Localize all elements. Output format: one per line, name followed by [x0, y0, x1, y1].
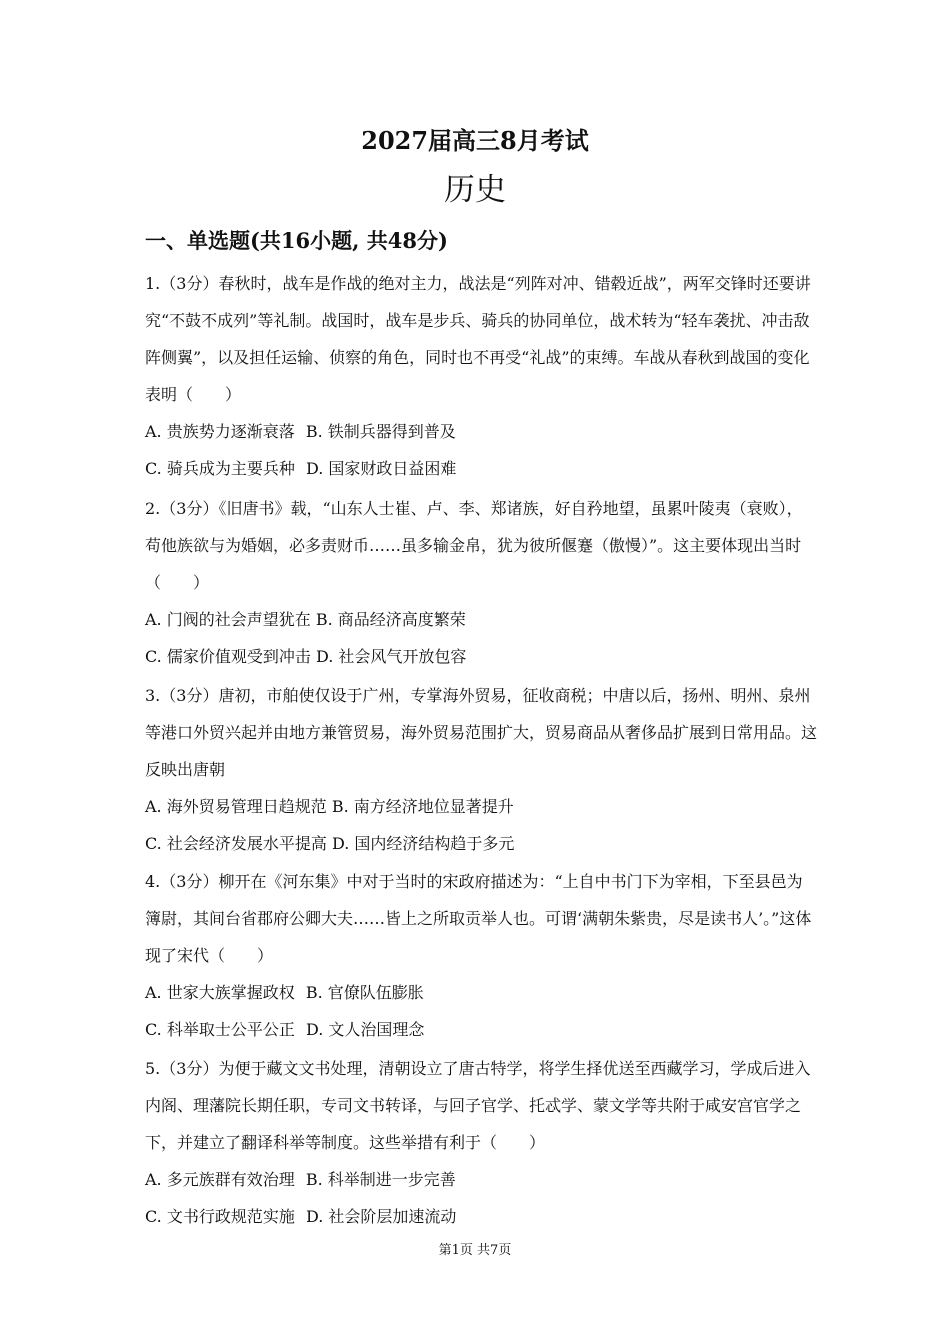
option-a: A. 门阀的社会声望犹在	[145, 610, 311, 629]
option-b: B. 铁制兵器得到普及	[305, 422, 456, 441]
option-row	[145, 413, 817, 450]
option-c: C. 文书行政规范实施	[145, 1207, 295, 1226]
option-d: D. 文人治国理念	[305, 1020, 425, 1039]
option-d: D. 社会风气开放包容	[315, 647, 467, 666]
option-d: D. 社会阶层加速流动	[305, 1207, 457, 1226]
option-row	[145, 974, 817, 1011]
option-b: B. 南方经济地位显著提升	[331, 797, 514, 816]
option-a: A. 世家大族掌握政权	[145, 983, 295, 1002]
option-row	[145, 1198, 817, 1235]
option-c: C. 社会经济发展水平提高	[145, 834, 327, 853]
option-b: B. 商品经济高度繁荣	[315, 610, 466, 629]
question-4	[145, 863, 817, 1048]
page-footer: 第1页 共7页	[438, 1243, 512, 1258]
subject-title: 历史	[444, 172, 506, 208]
question-stem: 1.（3分）春秋时，战车是作战的绝对主力，战法是“列阵对冲、错毂近战”，两军交锋时还要讲究“不鼓不成列”等礼制。战国时，战车是步兵、骑兵的协同单位，战术转为“轻车袭扰、冲击敌阵侧翼”，以及担任运输、侦察的角色，同时也不再受“礼战”的束缚。车战从春秋到战国的变化表明（ ）	[145, 274, 811, 404]
option-c: C. 骑兵成为主要兵种	[145, 459, 295, 478]
option-row	[145, 638, 817, 675]
option-a: A. 多元族群有效治理	[145, 1170, 295, 1189]
option-b: B. 科举制进一步完善	[305, 1170, 456, 1189]
option-row	[145, 788, 817, 825]
option-row	[145, 825, 817, 862]
question-1	[145, 265, 817, 487]
section-heading: 一、单选题(共16小题, 共48分)	[145, 228, 448, 253]
option-c: C. 儒家价值观受到冲击	[145, 647, 311, 666]
option-b: B. 官僚队伍膨胀	[305, 983, 424, 1002]
exam-title: 2027届高三8月考试	[361, 126, 589, 155]
option-row	[145, 601, 817, 638]
option-row	[145, 450, 817, 487]
question-stem: 2.（3分）《旧唐书》载，“山东人士崔、卢、李、郑诸族，好自矜地望，虽累叶陵夷（衰败），苟他族欲与为婚姻，必多责财币……虽多输金帛，犹为彼所偃蹇（傲慢）”。这主要体现出当时（ ）	[145, 499, 803, 592]
question-5	[145, 1050, 817, 1235]
question-stem: 5.（3分）为便于藏文文书处理，清朝设立了唐古特学，将学生择优送至西藏学习，学成后进入内阁、理藩院长期任职，专司文书转译，与回子官学、托忒学、蒙文学等共附于咸安宫官学之下，并建立了翻译科举等制度。这些举措有利于（ ）	[145, 1059, 811, 1152]
question-stem: 4.（3分）柳开在《河东集》中对于当时的宋政府描述为：“上自中书门下为宰相，下至县邑为簿尉，其间台省郡府公卿大夫……皆上之所取贡举人也。可谓‘满朝朱紫贵，尽是读书人’。”这体现了宋代（ ）	[145, 872, 812, 965]
option-a: A. 海外贸易管理日趋规范	[145, 797, 327, 816]
option-row	[145, 1011, 817, 1048]
question-2	[145, 490, 817, 675]
option-d: D. 国内经济结构趋于多元	[331, 834, 515, 853]
question-3	[145, 677, 817, 862]
question-stem: 3.（3分）唐初，市舶使仅设于广州，专掌海外贸易，征收商税；中唐以后，扬州、明州、泉州等港口外贸兴起并由地方兼管贸易，海外贸易范围扩大，贸易商品从奢侈品扩展到日常用品。这反映出唐朝	[145, 686, 818, 779]
option-row	[145, 1161, 817, 1198]
option-d: D. 国家财政日益困难	[305, 459, 457, 478]
option-a: A. 贵族势力逐渐衰落	[145, 422, 295, 441]
option-c: C. 科举取士公平公正	[145, 1020, 295, 1039]
